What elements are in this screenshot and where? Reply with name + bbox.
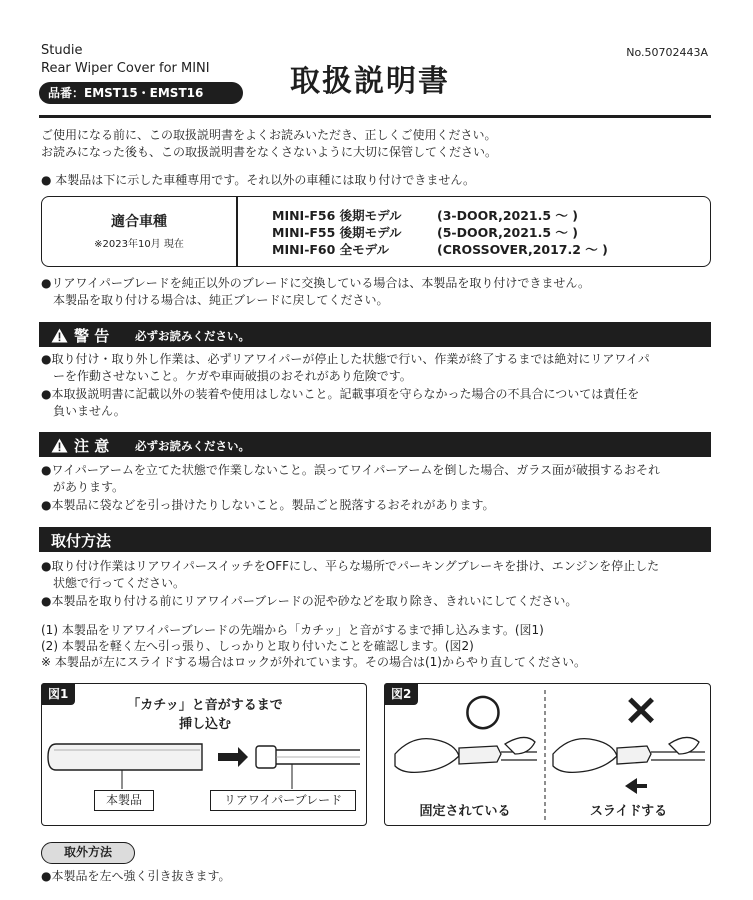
fitment-model: MINI-F60 全モデル [272, 242, 390, 257]
caution-icon [51, 438, 68, 453]
header-rule [39, 115, 711, 118]
install-header [39, 527, 711, 552]
figure-2-tag: 図2 [384, 683, 418, 705]
figure-1 [41, 683, 367, 826]
insert-arrow-icon [218, 747, 248, 767]
label-blade: リアワイパーブレード [210, 790, 356, 811]
page-title: 取扱説明書 [290, 64, 450, 99]
removal-text: ●本製品を左へ強く引き抜きます。 [41, 869, 231, 883]
fitment-box [41, 196, 711, 267]
install-step-2: (2) 本製品を軽く左へ引っ張り、しっかりと取り付いたことを確認します。(図2) [41, 639, 474, 653]
product-name: Rear Wiper Cover for MINI [41, 61, 210, 76]
install-item-2: ●本製品を取り付ける前にリアワイパーブレードの泥や砂などを取り除き、きれいにしてください。 [41, 594, 578, 608]
warning-header [39, 322, 711, 347]
fitment-heading: 適合車種 [111, 214, 167, 230]
fitment-model: MINI-F56 後期モデル [272, 208, 402, 223]
caution-item-1-line-2: があります。 [53, 480, 125, 494]
install-step-1: (1) 本製品をリアワイパーブレードの先端から「カチッ」と音がするまで挿し込みます。(図1) [41, 623, 544, 637]
figure-1-callout-line-2: 挿し込む [178, 717, 231, 732]
warning-icon [51, 328, 68, 343]
fitment-as-of: ※2023年10月 現在 [94, 239, 184, 250]
blade-note-line-2: 本製品を取り付ける場合は、純正ブレードに戻してください。 [53, 293, 389, 307]
caution-item-1-line-1: ●ワイパーアームを立てた状態で作業しないこと。誤ってワイパーアームを倒した場合、ガラス面が破損するおそれ [41, 463, 660, 477]
hand-icon [395, 739, 459, 773]
warning-subtitle: 必ずお読みください。 [135, 329, 250, 343]
ok-symbol-icon: ○ [463, 684, 503, 735]
label-product: 本製品 [94, 790, 154, 811]
caution-header [39, 432, 711, 457]
ng-caption: スライドする [589, 804, 668, 819]
warning-item-1-line-2: ーを作動させないこと。ケガや車両破損のおそれがあり危険です。 [53, 369, 412, 383]
document-number: No.50702443A [626, 46, 708, 59]
slide-arrow-icon [625, 778, 647, 794]
ng-symbol-icon: × [622, 684, 660, 735]
warning-item-2-line-1: ●本取扱説明書に記載以外の装着や使用はしないこと。記載事項を守らなかった場合の不具合については責任を [41, 387, 640, 401]
figure-1-callout-line-1: 「カチッ」と音がするまで [127, 698, 283, 713]
warning-item-1-line-1: ●取り付け・取り外し作業は、必ずリアワイパーが停止した状態で行い、作業が終了するまでは絶対にリアワイパ [41, 352, 650, 366]
install-item-1-line-2: 状態で行ってください。 [53, 576, 186, 590]
cover-shape [48, 744, 202, 770]
install-step-note: ※ 本製品が左にスライドする場合はロックが外れています。その場合は(1)からやり直してください。 [41, 655, 586, 669]
part-number-badge: 品番：EMST15・EMST16 [39, 82, 243, 104]
blade-tip-shape [256, 746, 276, 768]
install-title: 取付方法 [51, 532, 112, 550]
figure-2 [384, 683, 711, 826]
figure-1-tag: 図1 [41, 683, 75, 705]
fitment-spec: (3-DOOR,2021.5 ～ ) [437, 208, 578, 223]
intro-line-1: ご使用になる前に、この取扱説明書をよくお読みいただき、正しくご使用ください。 [41, 128, 497, 142]
caution-subtitle: 必ずお読みください。 [135, 439, 250, 453]
ok-caption: 固定されている [419, 804, 511, 819]
install-item-1-line-1: ●取り付け作業はリアワイパースイッチをOFFにし、平らな場所でパーキングブレーキを掛け、エンジンを停止した [41, 559, 660, 573]
fitment-spec: (CROSSOVER,2017.2 ～ ) [437, 242, 608, 257]
compat-note: ● 本製品は下に示した車種専用です。それ以外の車種には取り付けできません。 [41, 173, 476, 187]
brand-name: Studie [41, 43, 83, 58]
warning-title: 警 告 [74, 327, 110, 345]
blade-note-line-1: ●リアワイパーブレードを純正以外のブレードに交換している場合は、本製品を取り付けできません。 [41, 276, 591, 290]
caution-title: 注 意 [74, 437, 110, 455]
fitment-divider [236, 197, 238, 266]
fitment-model: MINI-F55 後期モデル [272, 225, 402, 240]
removal-title: 取外方法 [41, 842, 135, 864]
caution-item-2: ●本製品に袋などを引っ掛けたりしないこと。製品ごと脱落するおそれがあります。 [41, 498, 495, 512]
fitment-spec: (5-DOOR,2021.5 ～ ) [437, 225, 578, 240]
warning-item-2-line-2: 負いません。 [53, 404, 126, 418]
intro-line-2: お読みになった後も、この取扱説明書をなくさないように大切に保管してください。 [41, 145, 498, 159]
